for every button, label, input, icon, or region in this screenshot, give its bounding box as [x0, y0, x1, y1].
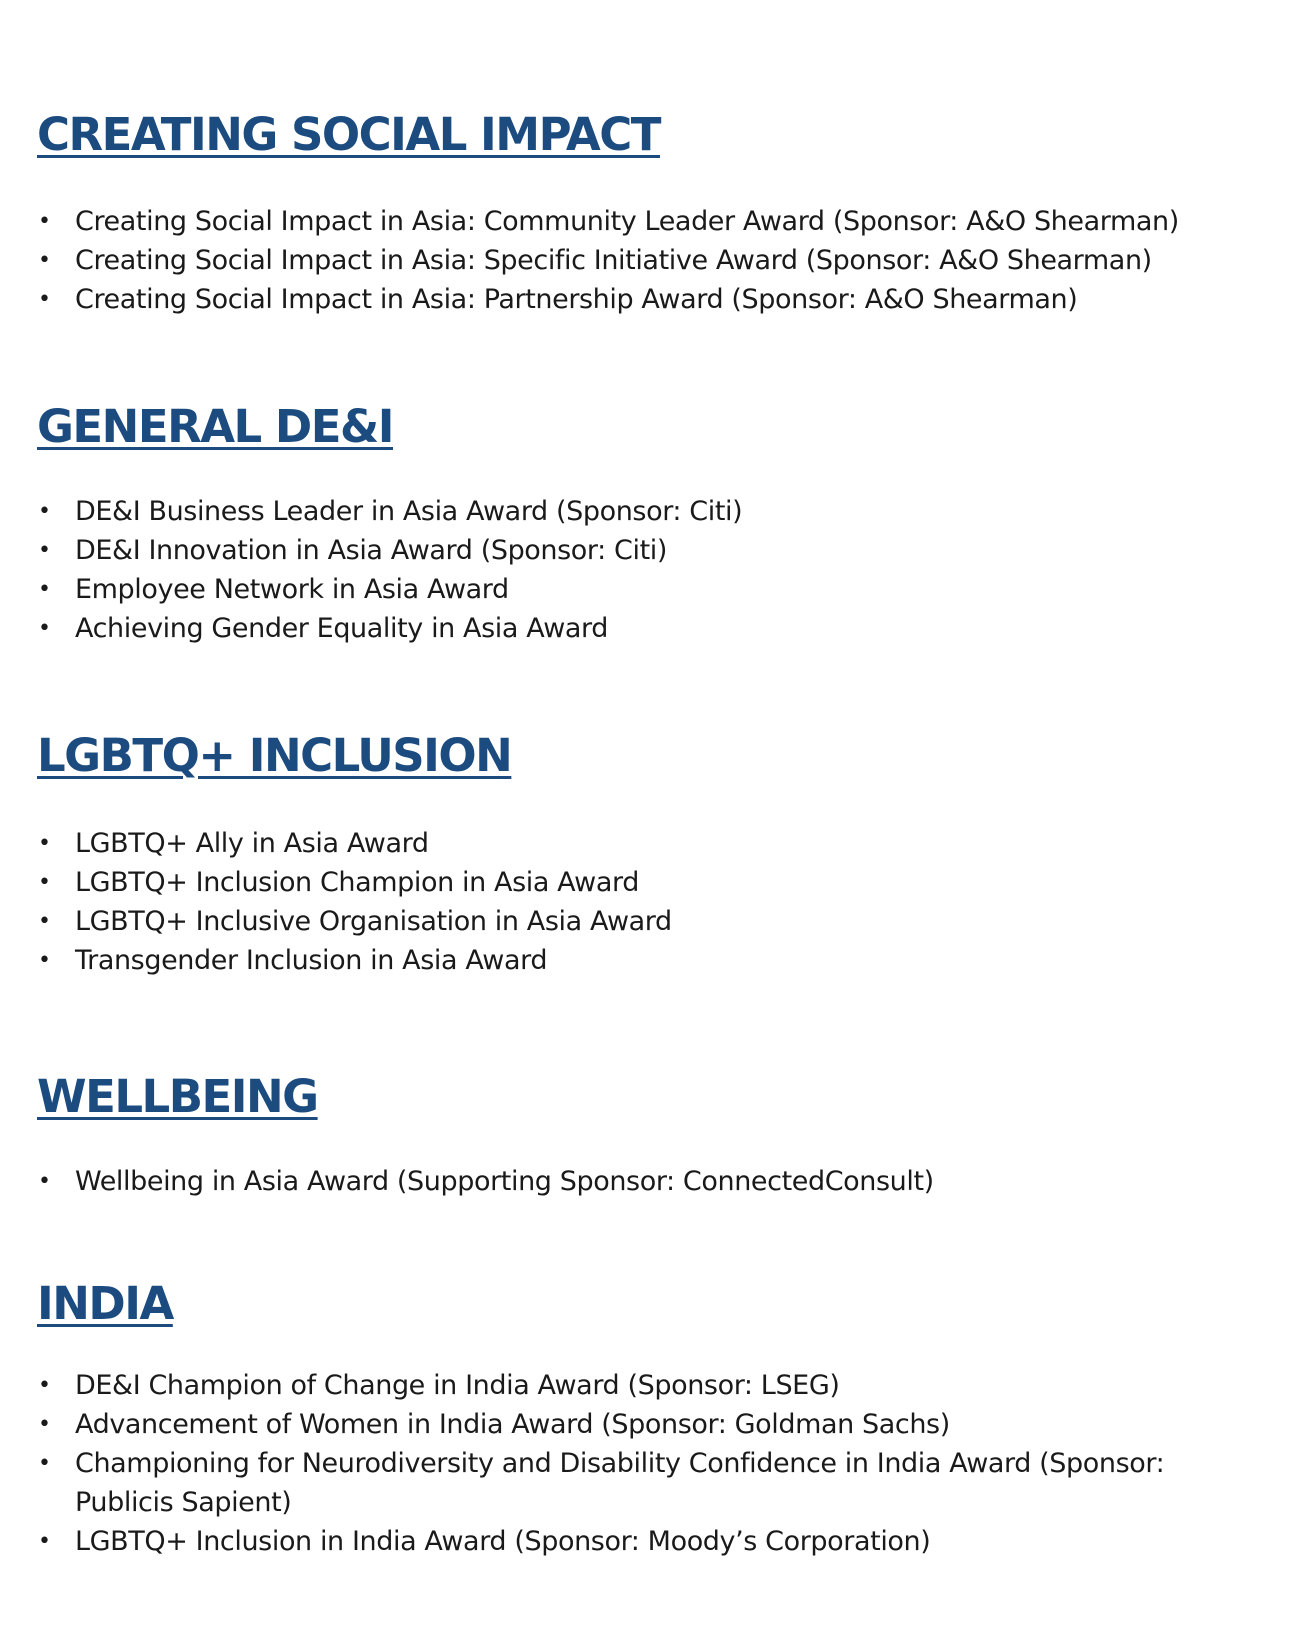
list-item [37, 202, 1277, 241]
bullet-icon: • [38, 248, 51, 273]
list-item [37, 1444, 1165, 1522]
award-label: Creating Social Impact in Asia: Specific Initiative Award (Sponsor: A&O Shearman) [75, 245, 1152, 276]
list-item [37, 1162, 1277, 1201]
award-label: LGBTQ+ Inclusion in India Award (Sponsor: Moody’s Corporation) [75, 1526, 931, 1557]
award-label: LGBTQ+ Inclusion Champion in Asia Award [75, 867, 639, 898]
award-label: DE&I Innovation in Asia Award (Sponsor: Citi) [75, 535, 668, 566]
list-item [37, 1366, 1277, 1405]
bullet-icon: • [38, 1169, 51, 1194]
award-label: Wellbeing in Asia Award (Supporting Sponsor: ConnectedConsult) [75, 1166, 934, 1197]
bullet-icon: • [38, 870, 51, 895]
award-label: Transgender Inclusion in Asia Award [75, 945, 548, 976]
bullet-icon: • [38, 1373, 51, 1398]
bullet-icon: • [38, 948, 51, 973]
section-heading: GENERAL DE&I [37, 400, 393, 453]
bullet-icon: • [38, 909, 51, 934]
bullet-icon: • [38, 1529, 51, 1554]
section-heading: INDIA [37, 1277, 173, 1330]
award-list [37, 824, 1277, 980]
list-item [37, 941, 1277, 980]
award-label: DE&I Business Leader in Asia Award (Sponsor: Citi) [75, 496, 743, 527]
list-item [37, 531, 1277, 570]
list-item [37, 241, 1277, 280]
award-label: Championing for Neurodiversity and Disability Confidence in India Award (Sponsor: Publicis Sapient) [75, 1448, 1165, 1518]
award-label: Creating Social Impact in Asia: Community Leader Award (Sponsor: A&O Shearman) [75, 206, 1179, 237]
award-label: LGBTQ+ Ally in Asia Award [75, 828, 429, 859]
award-list [37, 492, 1277, 648]
award-label: Creating Social Impact in Asia: Partnership Award (Sponsor: A&O Shearman) [75, 284, 1078, 315]
bullet-icon: • [38, 577, 51, 602]
bullet-icon: • [38, 616, 51, 641]
list-item [37, 902, 1277, 941]
award-list [37, 202, 1277, 319]
list-item [37, 863, 1277, 902]
bullet-icon: • [38, 831, 51, 856]
list-item [37, 824, 1277, 863]
award-list [37, 1366, 1277, 1561]
bullet-icon: • [38, 209, 51, 234]
award-label: DE&I Champion of Change in India Award (Sponsor: LSEG) [75, 1370, 840, 1401]
section-lgbtq-inclusion [37, 729, 1277, 976]
bullet-icon: • [38, 287, 51, 312]
section-wellbeing [37, 1070, 1277, 1197]
list-item [37, 492, 1277, 531]
award-label: Employee Network in Asia Award [75, 574, 509, 605]
award-list [37, 1162, 1277, 1201]
section-india [37, 1277, 1277, 1557]
section-heading: LGBTQ+ INCLUSION [37, 729, 512, 782]
bullet-icon: • [38, 538, 51, 563]
list-item [37, 1522, 1277, 1561]
section-general-dei [37, 400, 1277, 644]
bullet-icon: • [38, 1451, 51, 1476]
section-heading: WELLBEING [37, 1070, 318, 1123]
list-item [37, 570, 1277, 609]
award-label: LGBTQ+ Inclusive Organisation in Asia Award [75, 906, 672, 937]
award-label: Achieving Gender Equality in Asia Award [75, 613, 608, 644]
list-item [37, 280, 1277, 319]
section-heading: CREATING SOCIAL IMPACT [37, 108, 660, 161]
award-label: Advancement of Women in India Award (Sponsor: Goldman Sachs) [75, 1409, 950, 1440]
bullet-icon: • [38, 1412, 51, 1437]
list-item [37, 1405, 1277, 1444]
bullet-icon: • [38, 499, 51, 524]
section-creating-social-impact [37, 108, 1277, 315]
list-item [37, 609, 1277, 648]
